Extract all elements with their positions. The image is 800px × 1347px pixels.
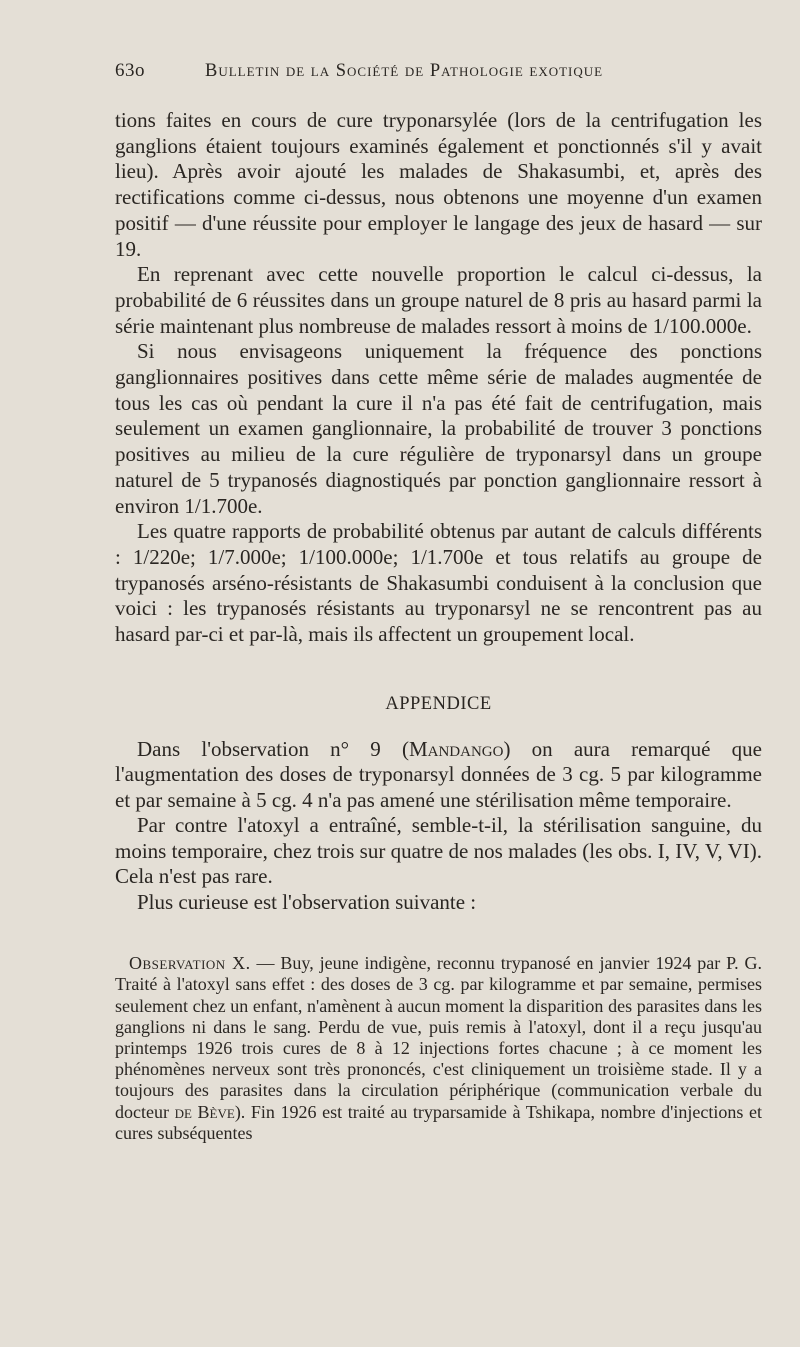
observation-text-end: ). Fin 1926 est traité au tryparsamide à Tshikapa, nombre d'injections et cures subséquentes xyxy=(115,1101,762,1143)
paragraph-1: tions faites en cours de cure tryponarsylée (lors de la centrifugation les ganglions étaient toujours examinés également et ponctionnés s'il y avait lieu). Après avoir ajouté les malades de Shakasumbi, et, après des rectifications comme ci-dessus, nous obtenons une moyenne d'un examen positif — d'une réussite pour employer le langage des jeux de hasard — sur 19. xyxy=(115,108,762,261)
appendix-p1-end: ) on aura remarqué que l'augmentation des doses de tryponarsyl données de 3 cg. 5 par kilogramme et par semaine à 5 cg. 4 n'a pas amené une stérilisation même temporaire. xyxy=(115,736,762,812)
observation-text-start: — Buy, jeune indigène, reconnu trypanosé en janvier 1924 par P. G. Traité à l'atoxyl sans effet : des doses de 3 cg. par kilogramme et par semaine, permises seulement chez un enfant, n'amènent à aucun moment la disparition des parasites dans les ganglions ni dans le sang. Perdu de vue, puis remis à l'atoxyl, dont il a reçu jusqu'au printemps 1926 trois cures de 8 à 12 injections fortes chacune ; à ce moment les phénomènes nerveux sont très prononcés, c'est cliniquement un troisième stade. Il y a toujours des parasites dans la circulation périphérique (communication verbale du docteur xyxy=(115,953,762,1122)
observation-heading: Observation X. xyxy=(129,953,251,974)
appendix-heading: APPENDICE xyxy=(385,693,492,714)
observation-x xyxy=(115,953,762,1144)
journal-title: Bulletin de la Société de Pathologie exotique xyxy=(205,61,604,81)
paragraph-4: Les quatre rapports de probabilité obtenus par autant de calculs différents : 1/220e; 1/7.000e; 1/100.000e; 1/1.700e et tous relatifs au groupe de trypanosés arséno-résistants de Shakasumbi conduisent à la conclusion que voici : les trypanosés résistants au tryponarsyl ne se rencontrent pas au hasard par-ci et par-là, mais ils affectent un groupement local. xyxy=(115,519,762,647)
page-number: 63o xyxy=(115,60,145,81)
main-text xyxy=(115,108,762,648)
patient-name: Mandango xyxy=(408,736,504,761)
paragraph-2: En reprenant avec cette nouvelle proportion le calcul ci-dessus, la probabilité de 6 réussites dans un groupe naturel de 8 pris au hasard parmi la série maintenant plus nombreuse de malades ressort à moins de 1/100.000e. xyxy=(115,262,762,338)
running-header xyxy=(115,60,762,82)
appendix-paragraph-3: Plus curieuse est l'observation suivante : xyxy=(137,889,477,914)
appendix-paragraph-1 xyxy=(115,737,762,814)
doctor-name: de Bève xyxy=(174,1101,235,1122)
appendix-p1-start: Dans l'observation n° 9 ( xyxy=(137,736,409,761)
appendix-section xyxy=(115,737,762,916)
appendix-paragraph-2: Par contre l'atoxyl a entraîné, semble-t-il, la stérilisation sanguine, du moins temporaire, chez trois sur quatre de nos malades (les obs. I, IV, V, VI). Cela n'est pas rare. xyxy=(115,813,762,889)
paragraph-3: Si nous envisageons uniquement la fréquence des ponctions ganglionnaires positives dans cette même série de malades augmentée de tous les cas où pendant la cure il n'a pas été fait de centrifugation, mais seulement un examen ganglionnaire, la probabilité de trouver 3 ponctions positives au milieu de la cure régulière de tryponarsyl dans un groupe naturel de 5 trypanosés diagnostiqués par ponction ganglionnaire ressort à environ 1/1.700e. xyxy=(115,339,762,518)
